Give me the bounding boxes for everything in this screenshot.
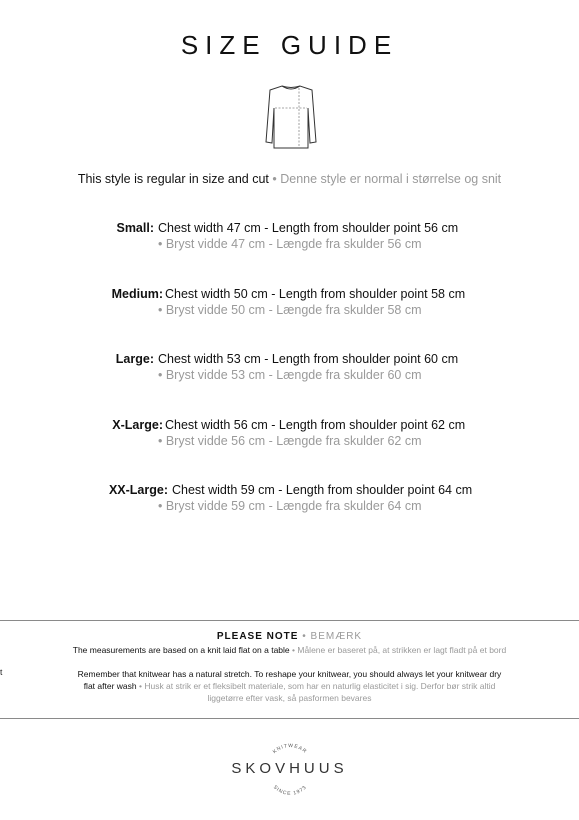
note-line-stretch <box>0 669 579 679</box>
size-measure-english: Chest width 53 cm - Length from shoulder point 60 cm <box>158 352 459 366</box>
size-measure-danish: • Bryst vidde 56 cm - Længde fra skulder 62 cm <box>158 434 422 448</box>
note-heading-english: PLEASE NOTE <box>216 631 299 642</box>
size-row-small <box>0 221 579 251</box>
edge-fragment-text: t <box>0 667 3 677</box>
note-line-measurements <box>0 645 579 655</box>
note-measurements-danish: • Målene er baseret på, at strikken er lagt fladt på et bord <box>292 645 507 655</box>
size-label: Medium: <box>111 287 163 301</box>
size-label: XX-Large: <box>108 483 168 497</box>
size-label: X-Large: <box>112 418 163 432</box>
size-measure-english: Chest width 50 cm - Length from shoulder point 58 cm <box>165 287 466 301</box>
size-measure-danish: • Bryst vidde 53 cm - Længde fra skulder 60 cm <box>158 368 422 382</box>
sweater-diagram-icon <box>258 82 324 152</box>
style-fit-note <box>0 172 579 186</box>
page-title: SIZE GUIDE <box>180 30 399 60</box>
size-row-x-large <box>0 418 579 448</box>
size-measure-english: Chest width 59 cm - Length from shoulder point 64 cm <box>172 483 473 497</box>
fit-note-english: This style is regular in size and cut <box>77 172 269 186</box>
size-label: Large: <box>115 352 154 366</box>
note-stretch-danish: • Husk at strik er et fleksibelt materiale, som har en naturlig elasticitet i sig. Derfor bør strik altid <box>138 681 496 691</box>
note-dry-danish: liggetørre efter vask, så pasformen bevares <box>207 693 372 703</box>
note-line-wash <box>0 681 579 691</box>
size-measure-danish: • Bryst vidde 50 cm - Længde fra skulder 58 cm <box>158 303 422 317</box>
fit-note-separator: • <box>268 172 281 186</box>
note-wash-english: flat after wash <box>83 681 137 691</box>
size-label: Small: <box>116 221 154 235</box>
size-measure-english: Chest width 56 cm - Length from shoulder point 62 cm <box>165 418 466 432</box>
please-note-panel <box>0 620 579 719</box>
note-stretch-english: Remember that knitwear has a natural stretch. To reshape your knitwear, you should always let your knitwear dry <box>77 669 502 679</box>
size-row-large <box>0 352 579 382</box>
size-measure-danish: • Bryst vidde 59 cm - Længde fra skulder 64 cm <box>158 499 422 513</box>
size-row-xx-large <box>0 483 579 513</box>
note-line-dry <box>0 693 579 703</box>
size-measure-english: Chest width 47 cm - Length from shoulder point 56 cm <box>158 221 459 235</box>
note-heading-danish: • BEMÆRK <box>302 631 363 642</box>
size-row-medium <box>0 287 579 317</box>
note-measurements-english: The measurements are based on a knit laid flat on a table <box>72 645 290 655</box>
fit-note-danish: Denne style er normal i størrelse og snit <box>280 172 502 186</box>
note-heading <box>0 631 579 642</box>
logo-wordmark: SKOVHUUS <box>231 760 348 777</box>
svg-text:SINCE 1973: SINCE 1973 <box>271 784 309 797</box>
size-measure-danish: • Bryst vidde 47 cm - Længde fra skulder 56 cm <box>158 237 422 251</box>
svg-text:KNITWEAR: KNITWEAR <box>271 743 309 756</box>
